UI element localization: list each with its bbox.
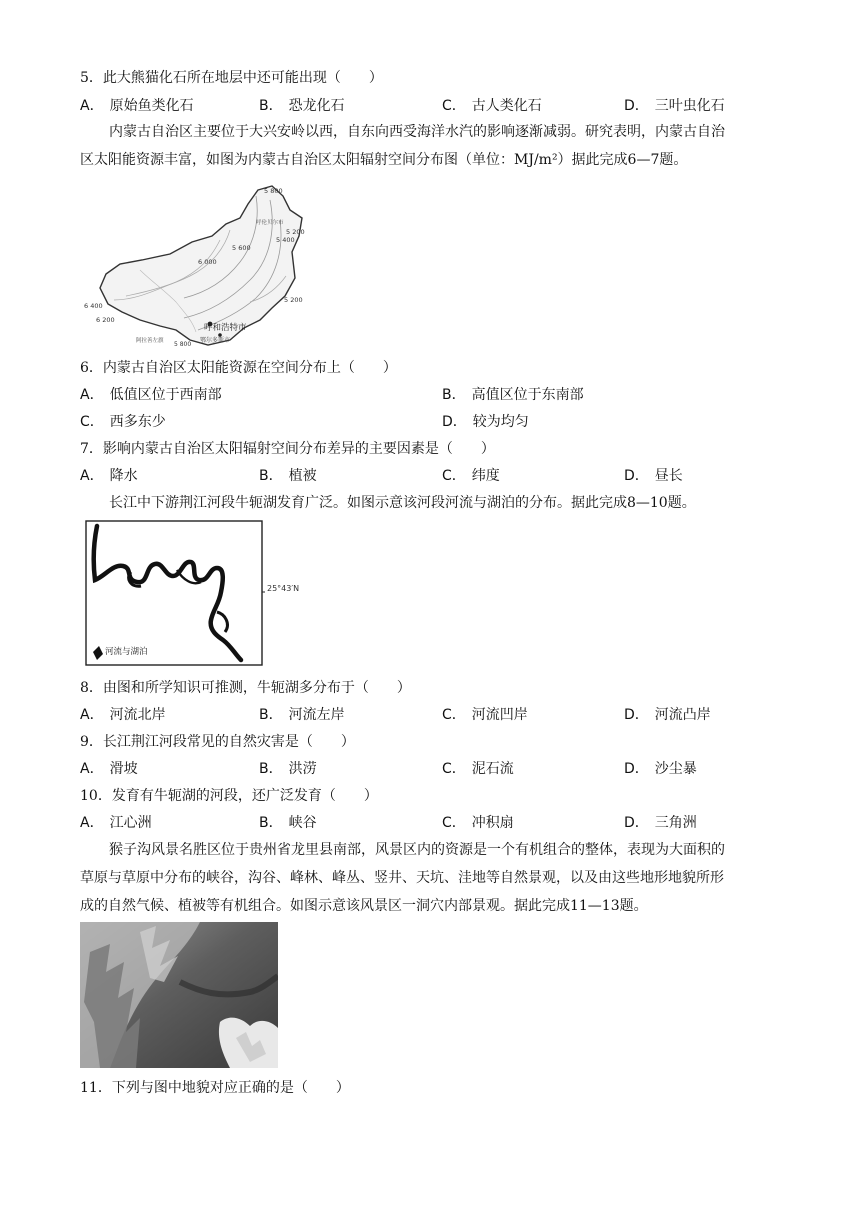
q5-option-a: A． 原始鱼类化石 <box>80 98 194 114</box>
q8-option-b: B． 河流左岸 <box>259 707 345 723</box>
map-label-6000: 6 000 <box>198 258 217 266</box>
map-label-6400: 6 400 <box>84 302 103 310</box>
river-legend-label: 河流与湖泊 <box>105 647 148 657</box>
q7-option-c: C． 纬度 <box>442 468 500 484</box>
q6-option-c: C． 西多东少 <box>80 414 166 430</box>
q7-stem: 7．影响内蒙古自治区太阳辐射空间分布差异的主要因素是（ ） <box>80 441 495 457</box>
q8-option-a: A． 河流北岸 <box>80 707 166 723</box>
map-label-6200: 6 200 <box>96 316 115 324</box>
cave-interior-photo <box>80 922 278 1068</box>
q8-option-c: C． 河流凹岸 <box>442 707 528 723</box>
q10-option-b: B． 峡谷 <box>259 815 317 831</box>
map-label-alxa: 阿拉善左旗 <box>136 338 164 344</box>
q9-option-a: A． 滑坡 <box>80 761 138 777</box>
q11-stem: 11．下列与图中地貌对应正确的是（ ） <box>80 1080 350 1096</box>
q9-option-d: D． 沙尘暴 <box>624 761 697 777</box>
q10-stem: 10．发育有牛轭湖的河段，还广泛发育（ ） <box>80 788 378 804</box>
q8-option-d: D． 河流凸岸 <box>624 707 711 723</box>
q7-option-b: B． 植被 <box>259 468 317 484</box>
q8-stem: 8．由图和所学知识可推测，牛轭湖多分布于（ ） <box>80 680 411 696</box>
passage-6-7-line2: 区太阳能资源丰富，如图为内蒙古自治区太阳辐射空间分布图（单位：MJ/m²）据此完成6—7题。 <box>80 152 688 168</box>
q9-option-c: C． 泥石流 <box>442 761 514 777</box>
q10-option-a: A． 江心洲 <box>80 815 152 831</box>
q7-option-a: A． 降水 <box>80 468 138 484</box>
figure-frame <box>86 521 262 665</box>
q5-option-d: D． 三叶虫化石 <box>624 98 725 114</box>
q9-stem: 9．长江荆江河段常见的自然灾害是（ ） <box>80 734 355 750</box>
q6-stem: 6．内蒙古自治区太阳能资源在空间分布上（ ） <box>80 360 397 376</box>
map-label-5200-b: 5 200 <box>284 296 303 304</box>
q6-option-d: D． 较为均匀 <box>442 414 529 430</box>
q7-option-d: D． 昼长 <box>624 468 683 484</box>
passage-8-10-line1: 长江中下游荆江河段牛轭湖发育广泛。如图示意该河段河流与湖泊的分布。据此完成8—10题。 <box>109 495 696 511</box>
q5-option-c: C． 古人类化石 <box>442 98 542 114</box>
q9-option-b: B． 洪涝 <box>259 761 317 777</box>
passage-11-13-line1: 猴子沟风景名胜区位于贵州省龙里县南部，风景区内的资源是一个有机组合的整体，表现为大面积的 <box>109 842 725 858</box>
passage-11-13-line2: 草原与草原中分布的峡谷，沟谷、峰林、峰丛、竖井、天坑、洼地等自然景观，以及由这些地形地貌所形 <box>80 870 724 886</box>
passage-6-7-line1: 内蒙古自治区主要位于大兴安岭以西，自东向西受海洋水汽的影响逐渐减弱。研究表明，内蒙古自治 <box>109 124 725 140</box>
q5-stem: 5．此大熊猫化石所在地层中还可能出现（ ） <box>80 70 383 86</box>
map-label-5200-a: 5 200 <box>286 228 305 236</box>
q10-option-c: C． 冲积扇 <box>442 815 514 831</box>
map-label-5800-b: 5 800 <box>174 341 192 348</box>
map-label-5600: 5 600 <box>232 244 251 252</box>
map-label-ordos: 鄂尔多斯市 <box>200 337 231 344</box>
q5-option-b: B． 恐龙化石 <box>259 98 345 114</box>
q6-option-b: B． 高值区位于东南部 <box>442 387 584 403</box>
latitude-label: 25°43′N <box>267 584 300 593</box>
solar-radiation-map <box>80 180 325 350</box>
map-label-hohhot: 呼和浩特市 <box>204 323 247 333</box>
map-label-hulunbuir: 呼伦贝尔市 <box>256 220 284 226</box>
map-label-5800: 5 800 <box>264 187 283 195</box>
passage-11-13-line3: 成的自然气候、植被等有机组合。如图示意该风景区一洞穴内部景观。据此完成11—13题。 <box>80 898 648 914</box>
map-label-5400: 5 400 <box>276 236 295 244</box>
river-lake-figure <box>85 520 265 668</box>
q10-option-d: D． 三角洲 <box>624 815 697 831</box>
q6-option-a: A． 低值区位于西南部 <box>80 387 222 403</box>
